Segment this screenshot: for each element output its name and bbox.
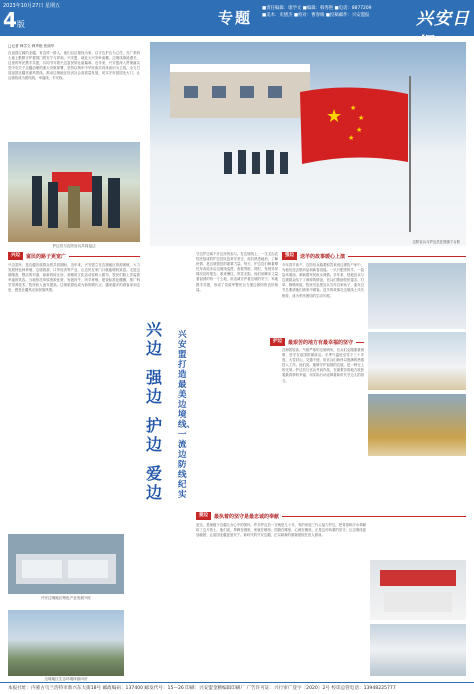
- column-text-2: 守边护边离不开边民的参与。在边境线上，一支支由农牧民组成的护边员队伍常年坚守，他们熟悉地形，了解民情，是边境管控的重要力量。每天，护边员们骑着摩托车或徒步沿边境线巡逻，查看界桩、网栏，发现异常情况及时报告。寒来暑往，风雪无阻，他们用脚步丈量着祖国的每一寸土地，用忠诚守护着边境的安宁。军地携手共建，形成了党政军警民合力强边固防的良好格局。: [196, 252, 278, 292]
- intro-text: 在祖国辽阔的北疆，有这样一群人，他们以边境线为家，以守边护边为己任，在广袤的土地上默默守护着国门的安宁与祥和。兴安盟，地处大兴安岭南麓，边境线绵延漫长，这里的军民携手共建，共同书写着兴边富民的壮丽篇章。近年来，兴安盟深入贯彻落实党中央关于边疆治理的重大决策部署，坚持以铸牢中华民族共同体意识为主线，全力打造祖国北疆亮丽风景线，推动边境地区经济社会高质量发展，切实守好祖国北大门，让边境线成为团结线、幸福线、平安线。: [8, 51, 140, 81]
- section-rule: [69, 256, 140, 257]
- section-heading-1: [8, 252, 140, 260]
- section-title: 富民的路子更宽广: [26, 253, 67, 260]
- svg-text:★: ★: [358, 114, 365, 122]
- subheadline: 兴安盟打造最美边境线、一流边防线纪实: [178, 330, 196, 500]
- staff-line: ■责任编辑：康学文 ■编辑：韩秀艳 ■电话：8877209: [262, 6, 372, 11]
- footer-info: 本报社址：内蒙古乌兰浩特市新兴东大街18号 邮政编码：137400 邮发代号：15—26 印刷：兴安盟金精编辑印刷厂 广告许可证：兴行审广登字〔2020〕2号 校读总管电话：13948225777: [0, 682, 474, 694]
- staff-line: ■美术：史德杰 ■校对：曹春梅 ■投稿邮件：兴安盟报: [262, 12, 370, 18]
- patrol-scene-illustration: [8, 142, 140, 242]
- section-heading-2: [282, 252, 466, 260]
- patrol-photo-caption: 护边员与边防官兵共同巡边: [52, 244, 96, 248]
- section-name: 专题: [218, 9, 253, 27]
- page-number: [3, 9, 25, 36]
- landscape-photo-caption: 边境地区生态环境持续向好: [44, 677, 88, 681]
- page-suffix: 版: [16, 20, 25, 29]
- headline-part: 兴边: [146, 320, 164, 358]
- village-photo: [368, 263, 466, 329]
- svg-text:★: ★: [350, 104, 357, 112]
- industry-scene-illustration: [8, 534, 124, 594]
- svg-text:★: ★: [348, 134, 355, 142]
- svg-text:★: ★: [356, 126, 363, 134]
- column-text-3: 今年春节前夕，边防官兵踏着积雪来到边境牧户家中，为他们送去慰问品和新春祝福。一只只肥美的羊、一袋袋米面油，承载着军民鱼水深情。多年来，驻地官兵与边境群众结下了深厚的情谊，官兵们帮助牧民接羔、打草、修缮房屋，牧民们也把官兵当作自家孩子，逢年过节总要请他们到家中做客。送羊的故事在边境线上代代相传，成为军民团结的生动写照。: [282, 263, 364, 298]
- section-heading-4: [196, 512, 466, 520]
- section-tag: 强边: [282, 252, 297, 260]
- staff-info: [262, 6, 412, 19]
- interior-photo: [370, 560, 466, 620]
- section-title: 最执着的坚守是最忠诚的奉献: [214, 513, 280, 520]
- column-text-1: 兴边富民，是边疆各族群众的共同期盼。近年来，兴安盟立足边境地区资源禀赋，大力发展特色种养殖、边境旅游、口岸经济等产业，让边民在家门口就能增收致富。走进边境嘎查，整洁的村道、崭新的砖瓦房、宽敞的文化活动室映入眼帘，牧民们脸上洋溢着幸福的笑容。当地依托草原资源优势，发展肉牛、肉羊养殖，建设标准化棚圈，推广科学饲养技术，牧民收入逐年提高。边境旅游也成为新的增长点，越来越多的游客来到这里，感受北疆风光和民族风情。: [8, 263, 140, 293]
- headline: [146, 320, 174, 502]
- section-heading-3: [270, 338, 364, 346]
- page-number-digit: 4: [3, 8, 17, 32]
- section-rule: [282, 516, 466, 517]
- section-tag: 护边: [270, 338, 285, 346]
- snow-camp-photo: [368, 332, 466, 390]
- column-text-5: 爱边，是深植于边疆儿女心中的情怀。许多护边员一守就是几十年，有的家庭三代人接力护边，把青春和汗水奉献给了这片热土。他们说，界碑在哪里，家就在哪里；国旗在哪里，心就在哪里。正是这份执着的坚守，让边境线更加稳固，让祖国北疆更加安宁。新时代的兴安边疆，正以崭新的面貌展现在世人面前。: [196, 523, 366, 538]
- column-text-4: 在海拔较高、气候严寒的边境哨所，官兵们克服重重困难，坚守在祖国的最前沿。冬季气温低至零下三十多度，大雪封山，交通不便，但官兵们始终以饱满的热情投入工作。他们说，能够守护祖国的边境，是一种无上的光荣。护边员与官兵并肩作战，在最艰苦的地方收获着最真挚的幸福，用实际行动诠释着新时代守边人的担当。: [282, 348, 364, 383]
- headline-part: 强边: [146, 368, 164, 406]
- section-rule: [348, 256, 466, 257]
- section-rule: [356, 342, 364, 343]
- landscape-photo: [8, 610, 124, 676]
- headline-part: 爱边: [146, 464, 164, 502]
- flag-scene-illustration: [150, 42, 466, 246]
- flag-photo: [150, 42, 466, 246]
- industry-photo: [8, 534, 124, 594]
- issue-date: 2023年10月27日 星期五: [3, 3, 61, 9]
- patrol-photo: [8, 142, 140, 242]
- newspaper-logo: 兴安日: [416, 9, 470, 29]
- town-photo: [370, 624, 466, 676]
- section-tag: 爱边: [196, 512, 211, 520]
- section-tag: 兴边: [8, 252, 23, 260]
- headline-part: 护边: [146, 416, 164, 454]
- sunset-patrol-photo: [368, 394, 466, 456]
- byline: □记者 韩学文 韩秀艳 张丽华: [8, 44, 55, 48]
- flag-photo-caption: 边防官兵与护边员在国旗下合影: [412, 240, 460, 244]
- svg-text:★: ★: [326, 106, 343, 127]
- section-title: 最艰苦的地方有最幸福的坚守: [288, 339, 354, 346]
- interior-illustration: [370, 560, 466, 620]
- industry-photo-caption: 兴安边境地区特色产业发展兴旺: [40, 596, 92, 600]
- section-title: 送羊的故事暖心上演: [300, 253, 346, 260]
